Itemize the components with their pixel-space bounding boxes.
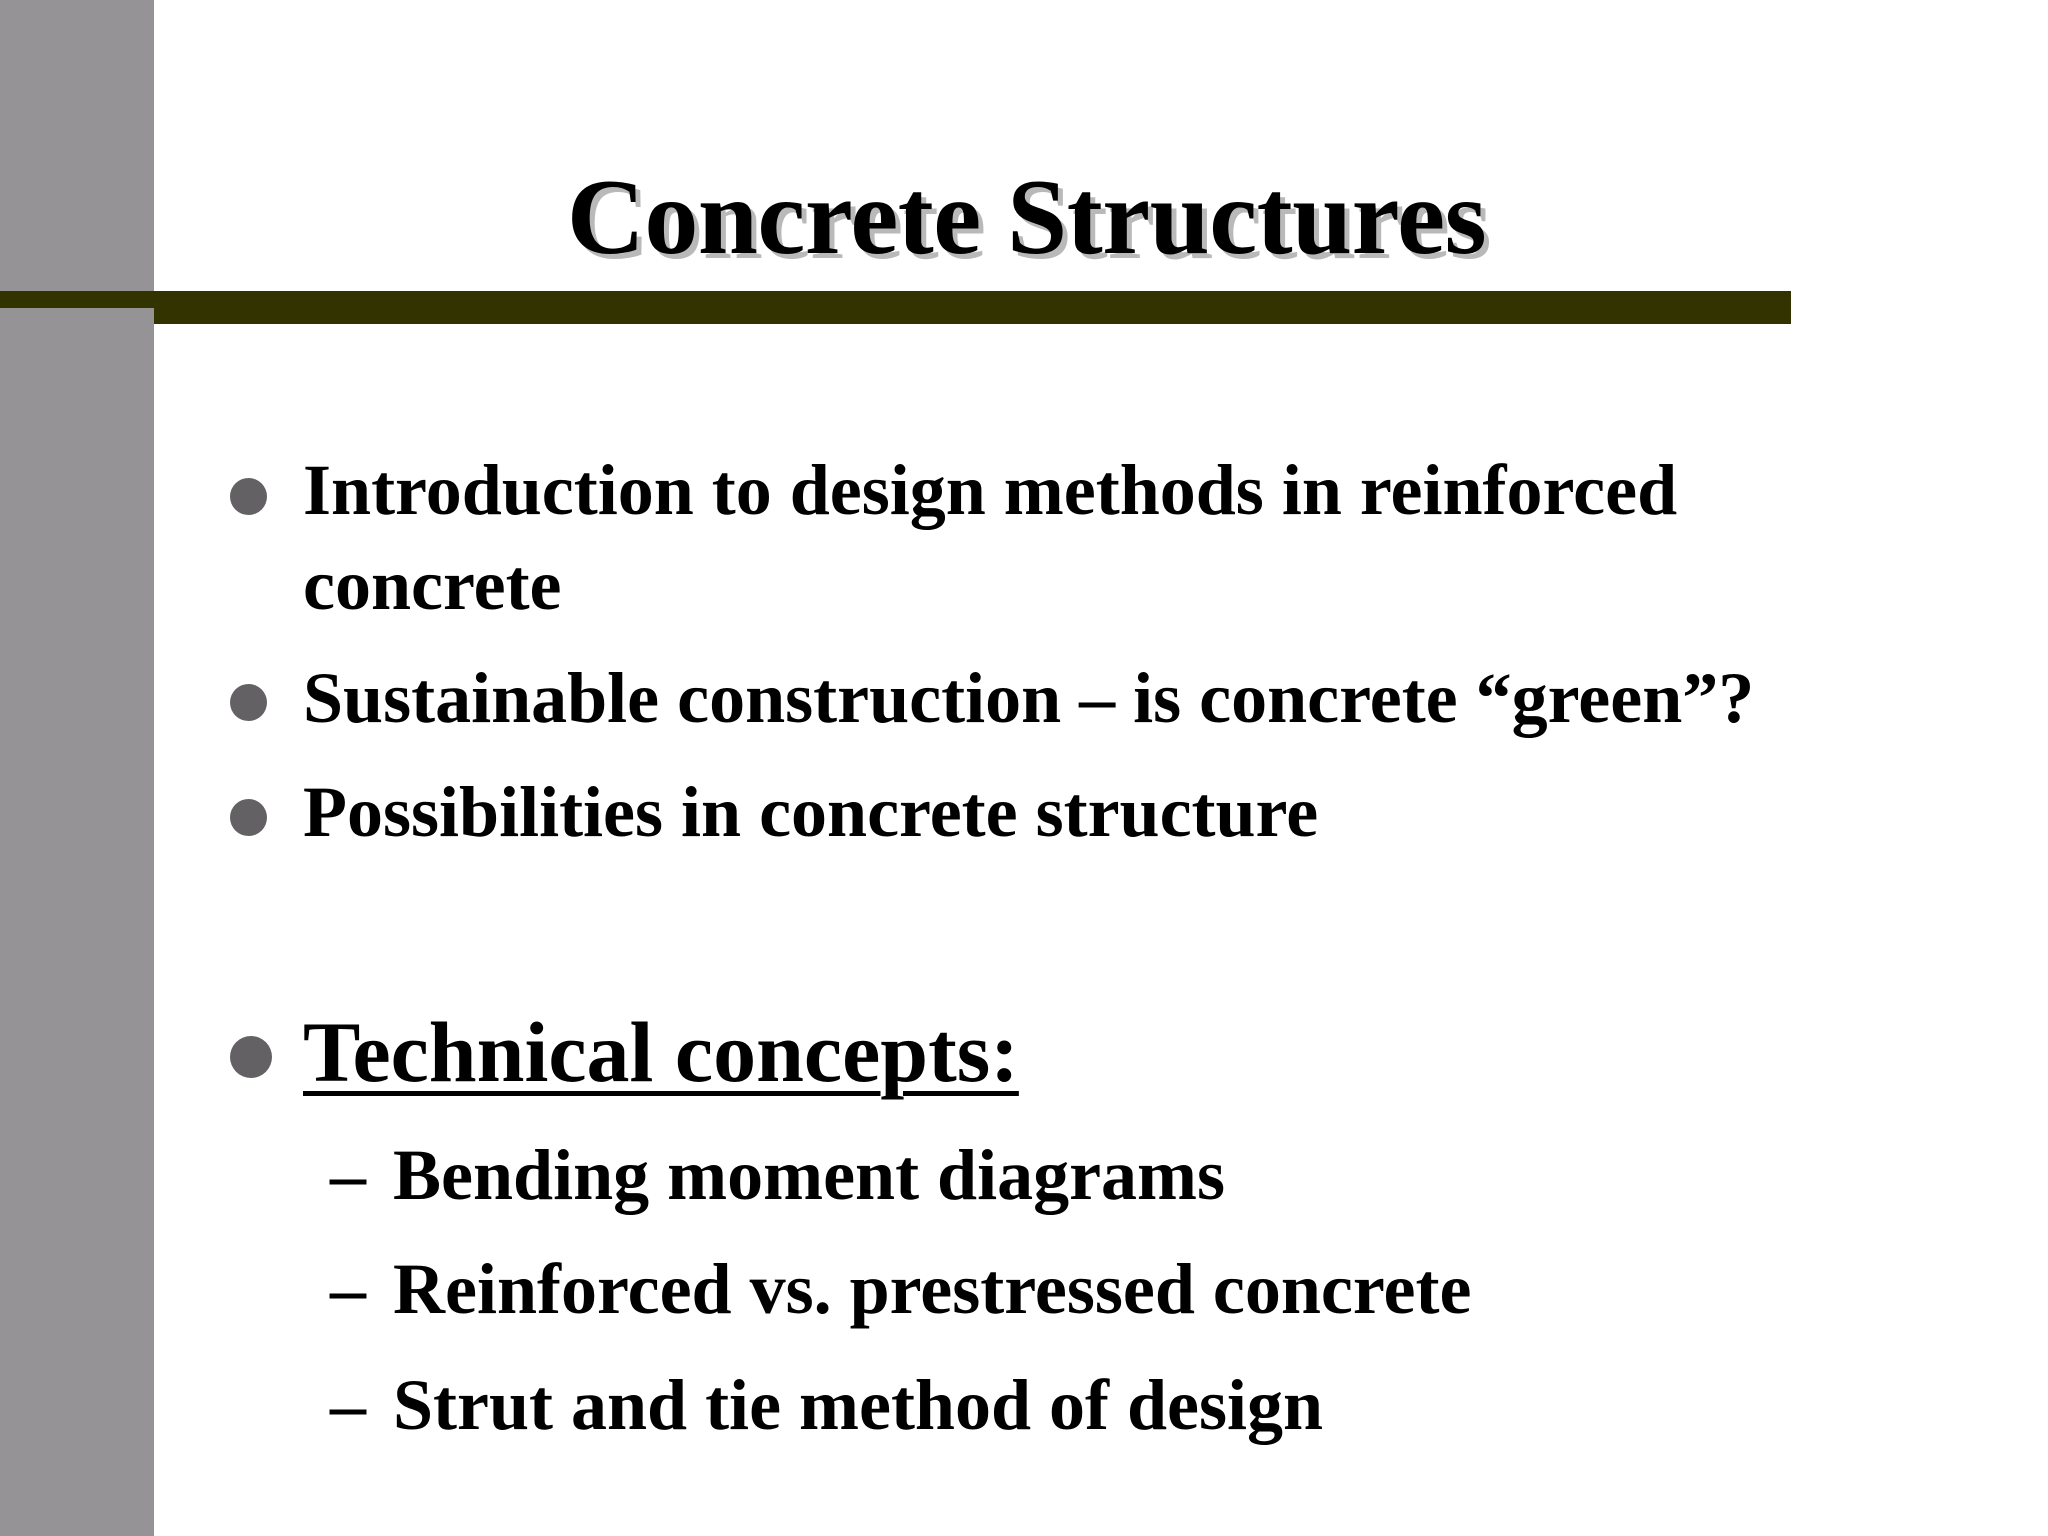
bullet-dot	[230, 799, 267, 836]
bullet-item-text-continuation: concrete	[303, 545, 562, 625]
bullet-dot	[230, 684, 267, 721]
sub-bullet-dash: –	[330, 1249, 366, 1329]
sub-item-text: Strut and tie method of design	[393, 1365, 1324, 1445]
slide-title: Concrete Structures	[566, 158, 1487, 277]
sub-bullet-dash: –	[330, 1135, 366, 1215]
bullet-dot	[230, 478, 267, 515]
technical-concepts-heading: Technical concepts:	[303, 1004, 1019, 1100]
sub-item-text: Reinforced vs. prestressed concrete	[393, 1249, 1472, 1329]
bullet-item-text: Possibilities in concrete structure	[303, 772, 1319, 852]
bullet-item-text: Introduction to design methods in reinforced	[303, 450, 1678, 530]
bullet-dot	[230, 1036, 272, 1078]
sub-bullet-dash: –	[330, 1365, 366, 1445]
bullet-item-text: Sustainable construction – is concrete “green”?	[303, 658, 1755, 738]
sub-item-text: Bending moment diagrams	[393, 1135, 1226, 1215]
